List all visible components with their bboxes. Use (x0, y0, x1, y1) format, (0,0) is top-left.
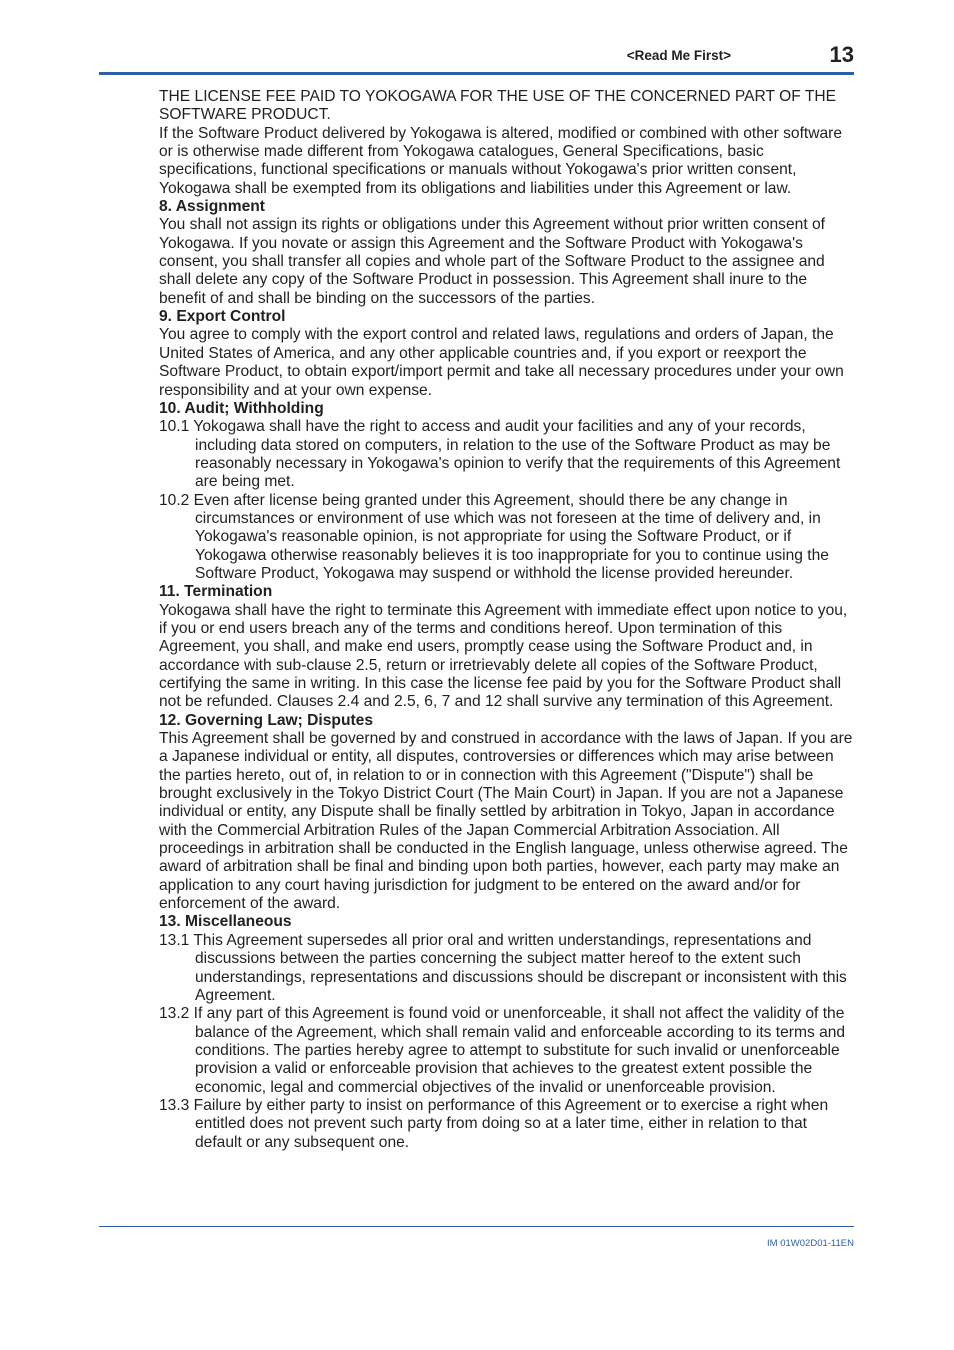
page-header-title: <Read Me First> (626, 48, 731, 63)
intro-paragraph-2: If the Software Product delivered by Yokogawa is altered, modified or combined with other software or is otherwise made different from Yokogawa catalogues, General Specifications, basic specifications, functional specifications or manuals without Yokogawa's prior written consent, Yokogawa shall be exempted from its obligations and liabilities under this Agreement or law. (159, 124, 843, 197)
section-12-heading: 12. Governing Law; Disputes (159, 711, 374, 729)
intro-paragraph-1: THE LICENSE FEE PAID TO YOKOGAWA FOR THE USE OF THE CONCERNED PART OF THE SOFTWARE PRODUCT. (159, 88, 837, 124)
section-13-heading: 13. Miscellaneous (159, 913, 292, 931)
agreement-text (159, 88, 857, 1152)
clause-10-2: 10.2 Even after license being granted under this Agreement, should there be any change in circumstances or environment of use which was not foreseen at the time of delivery and, in Yokogawa's reasonable opinion, is not appropriate for using the Software Product, or if Yokogawa otherwise reasonably believes it is too inappropriate for you to continue using the Software Product, Yokogawa may suspend or withhold the license provided hereunder. (159, 491, 829, 582)
section-11-heading: 11. Termination (159, 583, 273, 601)
section-10-heading: 10. Audit; Withholding (159, 399, 324, 417)
section-9-text: You agree to comply with the export control and related laws, regulations and orders of Japan, the United States of America, and any other applicable countries and, if you export or reexport the Software Product, to obtain export/import permit and take all necessary procedures under your own responsibility and at your own expense. (159, 326, 844, 399)
section-12-text: This Agreement shall be governed by and construed in accordance with the laws of Japan. If you are a Japanese individual or entity, all disputes, controversies or differences which may arise between the parties hereto, out of, in relation to or in connection with this Agreement ("Dispute") shall be brought exclusively in the Tokyo District Court (The Main Court) in Japan. If you are not a Japanese individual or entity, any Dispute shall be finally settled by arbitration in Tokyo, Japan in accordance with the Commercial Arbitration Rules of the Japan Commercial Arbitration Association. All proceedings in arbitration shall be conducted in the English language, unless otherwise agreed. The award of arbitration shall be final and binding upon both parties, however, each party may make an application to any court having jurisdiction for judgment to be entered on the award and/or for enforcement of the award. (159, 730, 853, 913)
section-9-heading: 9. Export Control (159, 308, 286, 326)
clause-13-2: 13.2 If any part of this Agreement is found void or unenforceable, it shall not affect the validity of the balance of the Agreement, which shall remain valid and enforceable according to its terms and conditions. The parties hereby agree to attempt to substitute for such invalid or unenforceable provision a valid or enforceable provision that achieves to the greatest extent possible the economic, legal and commercial objectives of the invalid or unenforceable provision. (159, 1005, 846, 1096)
clause-13-3: 13.3 Failure by either party to insist on performance of this Agreement or to exercise a right when entitled does not prevent such party from doing so at a later time, either in relation to that default or any subsequent one. (159, 1096, 829, 1151)
section-8-heading: 8. Assignment (159, 198, 266, 216)
document-id: IM 01W02D01-11EN (767, 1238, 854, 1249)
clause-10-1: 10.1 Yokogawa shall have the right to access and audit your facilities and any of your records, including data stored on computers, in relation to the use of the Software Product as may be reasonably necessary in Yokogawa's opinion to verify that the requirements of this Agreement are being met. (159, 418, 841, 491)
header-rule (99, 72, 854, 75)
section-11-text: Yokogawa shall have the right to terminate this Agreement with immediate effect upon notice to you, if you or end users breach any of the terms and conditions hereof. Upon termination of this Agreement, you shall, and make end users, promptly cease using the Software Product and, in accordance with sub-clause 2.5, return or irretrievably delete all copies of the Software Product, certifying the same in writing. In this case the license fee paid by you for the Software Product shall not be refunded. Clauses 2.4 and 2.5, 6, 7 and 12 shall survive any termination of this Agreement. (159, 601, 848, 711)
section-8-text: You shall not assign its rights or obligations under this Agreement without prior written consent of Yokogawa. If you novate or assign this Agreement and the Software Product with Yokogawa's consent, you shall transfer all copies and whole part of the Software Product to the assignee and shall delete any copy of the Software Product in possession. This Agreement shall inure to the benefit of and shall be binding on the successors of the parties. (159, 216, 825, 307)
page-number: 13 (829, 42, 854, 67)
clause-13-1: 13.1 This Agreement supersedes all prior oral and written understandings, representations and discussions between the parties concerning the subject matter hereof to the extent such understandings, representations and discussions should be discrepant or inconsistent with this Agreement. (159, 931, 847, 1004)
footer-rule (99, 1226, 854, 1227)
